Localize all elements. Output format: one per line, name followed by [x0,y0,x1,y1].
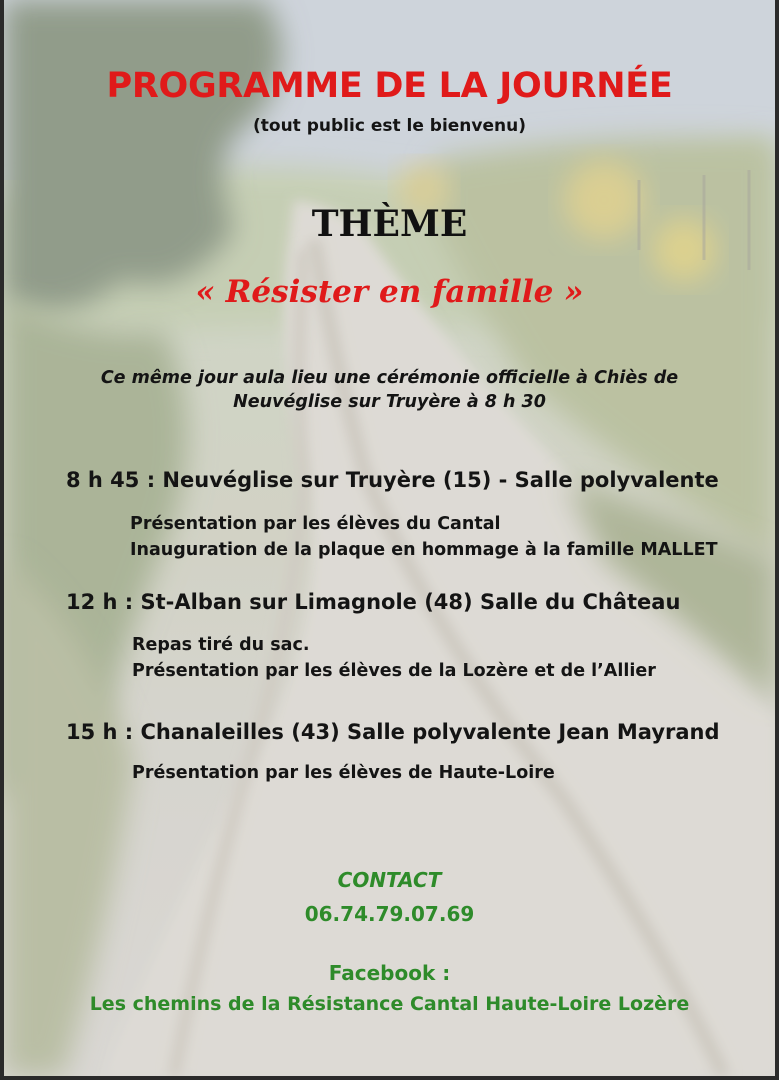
session-2-detail-2: Présentation par les élèves de la Lozère et de l’Allier [132,661,656,681]
theme-value: « Résister en famille » [195,274,584,310]
facebook-label: Facebook : [328,961,451,985]
contact-label: CONTACT [337,868,442,892]
session-2-heading: 12 h : St-Alban sur Limagnole (48) Salle du Château [66,590,681,614]
facebook-page[interactable]: Les chemins de la Résistance Cantal Haute-Loire Lozère [89,993,690,1015]
contact-phone[interactable]: 06.74.79.07.69 [304,902,475,926]
session-3-details [132,760,555,786]
session-1-details [130,511,718,563]
ceremony-note-line-2: Neuvéglise sur Truyère à 8 h 30 [233,392,546,412]
session-2-detail-1: Repas tiré du sac. [132,635,310,655]
program-subtitle: (tout public est le bienvenu) [253,116,526,136]
theme-label: THÈME [311,203,468,245]
session-1-detail-2: Inauguration de la plaque en hommage à la famille MALLET [130,540,718,560]
ceremony-note [4,366,775,414]
session-1-heading: 8 h 45 : Neuvéglise sur Truyère (15) - Salle polyvalente [66,468,719,492]
session-3-detail-1: Présentation par les élèves de Haute-Loire [132,763,555,783]
poster [4,0,775,1076]
poster-content [4,0,775,1076]
session-2-details [132,632,656,684]
program-title: PROGRAMME DE LA JOURNÉE [106,66,673,106]
ceremony-note-line-1: Ce même jour aula lieu une cérémonie officielle à Chiès de [100,368,679,388]
session-1-detail-1: Présentation par les élèves du Cantal [130,514,501,534]
session-3-heading: 15 h : Chanaleilles (43) Salle polyvalente Jean Mayrand [66,720,720,744]
